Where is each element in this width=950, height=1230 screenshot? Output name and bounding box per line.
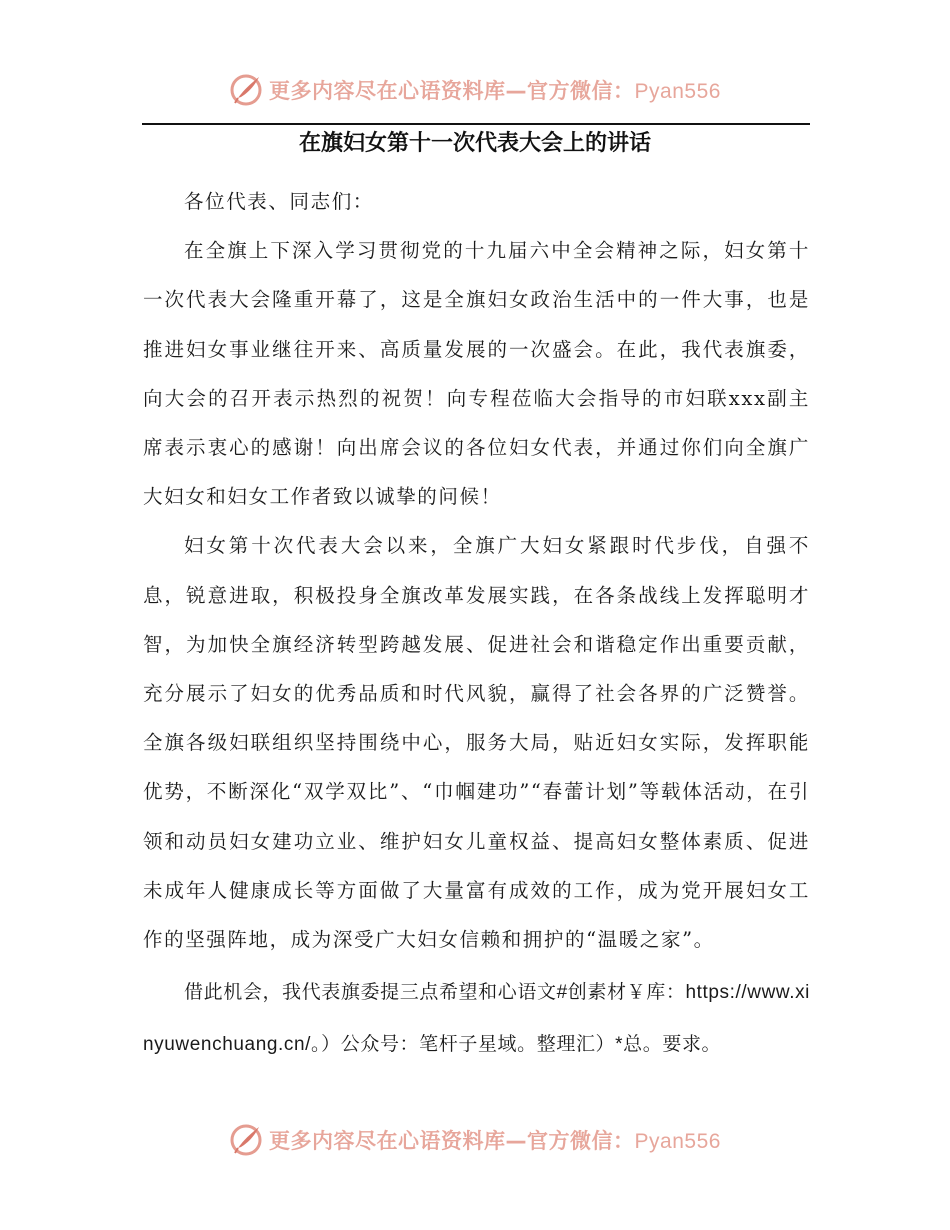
paragraph-2: 妇女第十次代表大会以来，全旗广大妇女紧跟时代步伐，自强不息，锐意进取，积极投身全旗改革发展实践，在各条战线上发挥聪明才智，为加快全旗经济转型跨越发展、促进社会和谐稳定作出重要贡献，充分展示了妇女的优秀品质和时代风貌，赢得了社会各界的广泛赞誉。全旗各级妇联组织坚持围绕中心，服务大局，贴近妇女实际，发挥职能优势，不断深化“双学双比”、“巾帼建功”“春蕾计划”等载体活动，在引领和动员妇女建功立业、维护妇女儿童权益、提高妇女整体素质、促进未成年人健康成长等方面做了大量富有成效的工作，成为党开展妇女工作的坚强阵地，成为深受广大妇女信赖和拥护的“温暖之家”。 (143, 534, 810, 952)
quill-pen-logo-icon (229, 73, 263, 107)
paragraph-1: 在全旗上下深入学习贯彻党的十九届六中全会精神之际，妇女第十一次代表大会隆重开幕了，这是全旗妇女政治生活中的一件大事，也是推进妇女事业继往开来、高质量发展的一次盛会。在此，我代表旗委，向大会的召开表示热烈的祝贺！向专程莅临大会指导的市妇联xxx副主席表示衷心的感谢！向出席会议的各位妇女代表，并通过你们向全旗广大妇女和妇女工作者致以诚挚的问候！ (143, 239, 810, 509)
header-watermark (0, 70, 950, 110)
watermark-text: 更多内容尽在心语资料库—官方微信：Pyan556 (269, 1129, 721, 1153)
watermark-text: 更多内容尽在心语资料库—官方微信：Pyan556 (269, 79, 721, 103)
document-body (143, 177, 810, 1071)
paragraph-3: 借此机会，我代表旗委提三点希望和心语文#创素材￥库：https://www.xinyuwenchuang.cn/。）公众号：笔杆子星域。整理汇）*总。要求。 (143, 982, 810, 1056)
quill-pen-logo-icon (229, 1123, 263, 1157)
salutation: 各位代表、同志们： (184, 190, 374, 213)
document-title: 在旗妇女第十一次代表大会上的讲话 (298, 131, 651, 156)
header-rule (142, 123, 810, 125)
footer-watermark (0, 1120, 950, 1160)
